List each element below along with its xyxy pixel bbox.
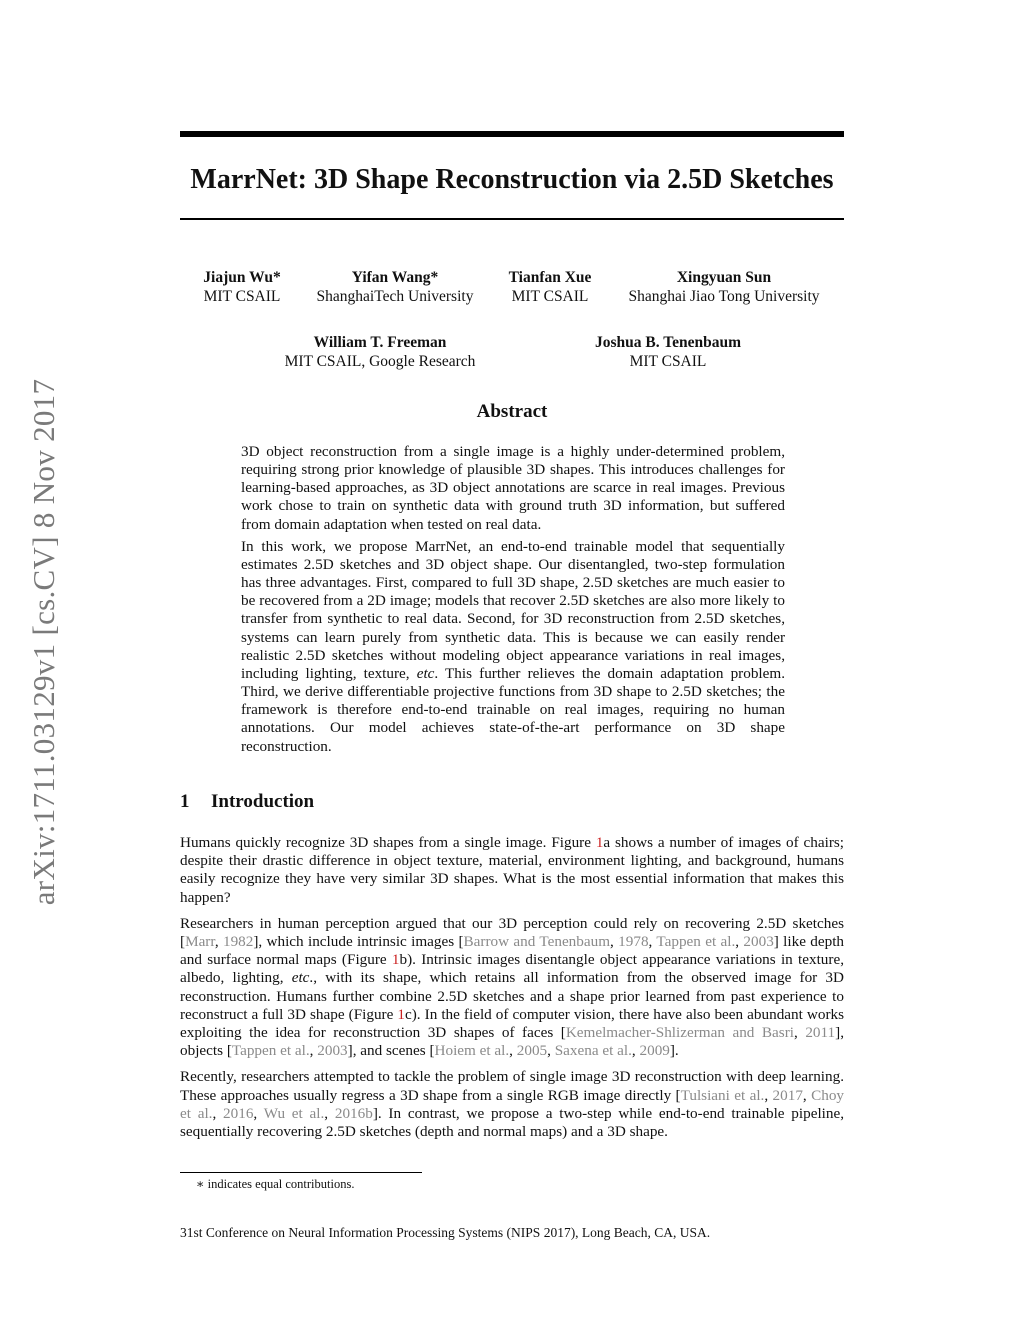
author-affiliation: MIT CSAIL (203, 288, 281, 305)
citation-link[interactable]: 2011 (805, 1024, 836, 1042)
citation-link[interactable]: Wu et al. (263, 1104, 325, 1122)
author-block-2 (317, 268, 474, 306)
author-name: Xingyuan Sun (676, 269, 772, 286)
figure-reference[interactable]: 1 (595, 834, 604, 851)
citation-link[interactable]: Tappen et al. (231, 1042, 310, 1060)
abstract-body (241, 443, 785, 760)
abstract-heading: Abstract (476, 401, 548, 422)
title-top-rule (180, 131, 844, 137)
section-heading-introduction (180, 790, 314, 814)
venue-notice: 31st Conference on Neural Information Processing Systems (NIPS 2017), Long Beach, CA, USA. (180, 1225, 711, 1240)
introduction-body (180, 834, 844, 1149)
citation-link[interactable]: Tappen et al. (656, 933, 736, 951)
author-name: Tianfan Xue (508, 269, 592, 286)
author-block-3 (509, 268, 592, 306)
citation-link[interactable]: Hoiem et al. (434, 1042, 510, 1060)
citation-link[interactable]: Marr (185, 933, 215, 951)
citation-link[interactable]: 2003 (743, 933, 774, 951)
paper-title: MarrNet: 3D Shape Reconstruction via 2.5D Sketches (190, 164, 834, 195)
citation-link[interactable]: 2009 (639, 1042, 670, 1060)
figure-reference[interactable]: 1 (391, 951, 400, 969)
author-block-1 (203, 268, 280, 306)
citation-link[interactable]: Choy et al. (180, 1086, 845, 1122)
figure-reference[interactable]: 1 (397, 1005, 405, 1023)
author-block-6 (595, 333, 741, 371)
citation-link[interactable]: 2005 (516, 1042, 548, 1060)
citation-link[interactable]: Kemelmacher-Shlizerman and Basri (565, 1024, 794, 1042)
author-name: Jiajun Wu* (203, 269, 281, 286)
author-affiliation: MIT CSAIL (511, 288, 589, 305)
citation-link[interactable]: 2003 (317, 1042, 348, 1060)
abstract-paragraph-2: In this work, we propose MarrNet, an end-to-end trainable model that sequentially estimates 2.5D sketches and 3D object shape. Our disentangled, two-step formulation has three advantages. First, compared to full 3D shape, 2.5D sketches are much easier to be recovered from a 2D image; models that recover 2.5D sketches are also more likely to transfer from synthetic to real data. Second, for 3D reconstruction from 2.5D sketches, systems can learn purely from synthetic data. This is because we can easily render realistic 2.5D sketches without modeling object appearance variations in real images, including lighting, texture, etc. This further relieves the domain adaptation problem. Third, we derive differentiable projective functions from 3D shape to 2.5D sketches; the framework is therefore end-to-end trainable on real images, requiring no human annotations. Our model achieves state-of-the-art performance on 3D shape reconstruction. (241, 537, 785, 755)
citation-link[interactable]: 1982 (222, 933, 254, 951)
author-block-4 (628, 268, 819, 306)
author-affiliation: ShanghaiTech University (316, 288, 474, 305)
intro-paragraph-2: Researchers in human perception argued that our 3D perception could rely on recovering 2.5D sketches [Marr, 1982], which include intrinsic images [Barrow and Tenenbaum, 1978, Tappen et al., 2003] like depth and surface normal maps (Figure 1b). Intrinsic images disentangle object appearance variations in texture, albedo, lighting, etc., with its shape, which retains all information from the observed image for 3D reconstruction. Humans further combine 2.5D sketches and a shape prior learned from past experience to reconstruct a full 3D shape (Figure 1c). In the field of computer vision, there have also been abundant works exploiting the idea for reconstruction 3D shapes of faces [Kemelmacher-Shlizerman and Basri, 2011], objects [Tappen et al., 2003], and scenes [Hoiem et al., 2005, Saxena et al., 2009]. (180, 914, 845, 1060)
title-bottom-rule (180, 218, 844, 220)
section-title: Introduction (211, 791, 315, 812)
citation-link[interactable]: Tulsiani et al. (680, 1086, 765, 1104)
author-affiliation: Shanghai Jiao Tong University (628, 288, 820, 305)
author-affiliation: MIT CSAIL, Google Research (284, 353, 476, 370)
author-affiliation: MIT CSAIL (629, 353, 707, 370)
author-name: Joshua B. Tenenbaum (594, 334, 742, 351)
author-name: William T. Freeman (313, 334, 447, 351)
intro-paragraph-3: Recently, researchers attempted to tackle the problem of single image 3D reconstruction with deep learning. These approaches usually regress a 3D shape from a single RGB image directly [Tulsiani et al., 2017, Choy et al., 2016, Wu et al., 2016b]. In contrast, we propose a two-step while end-to-end trainable pipeline, sequentially recovering 2.5D sketches (depth and normal maps) and a 3D shape. (180, 1068, 845, 1141)
footnote-equal-contribution: ∗ indicates equal contributions. (196, 1177, 355, 1191)
citation-link[interactable]: 2016b (334, 1104, 373, 1122)
citation-link[interactable]: 1978 (618, 933, 649, 951)
intro-paragraph-1: Humans quickly recognize 3D shapes from a single image. Figure 1a shows a number of images of chairs; despite their drastic difference in object texture, material, environment lighting, and background, humans easily recognize they have very similar 3D shapes. What is the most essential information that makes this happen? (180, 834, 845, 906)
section-number: 1 (180, 791, 190, 812)
author-name: Yifan Wang* (351, 269, 439, 286)
citation-link[interactable]: Barrow and Tenenbaum (463, 933, 611, 951)
citation-link[interactable]: 2016 (223, 1104, 254, 1122)
arxiv-identifier-text: arXiv:1711.03129v1 [cs.CV] 8 Nov 2017 (26, 378, 61, 906)
abstract-paragraph-1: 3D object reconstruction from a single image is a highly under-determined problem, requiring strong prior knowledge of plausible 3D shapes. This introduces challenges for learning-based approaches, as 3D object annotations are scarce in real images. Previous work chose to train on synthetic data with ground truth 3D information, but suffered from domain adaptation when tested on real data. (241, 443, 785, 533)
footnote-rule (180, 1172, 422, 1173)
citation-link[interactable]: Saxena et al. (554, 1042, 632, 1060)
author-block-5 (285, 333, 476, 371)
citation-link[interactable]: 2017 (772, 1086, 803, 1104)
